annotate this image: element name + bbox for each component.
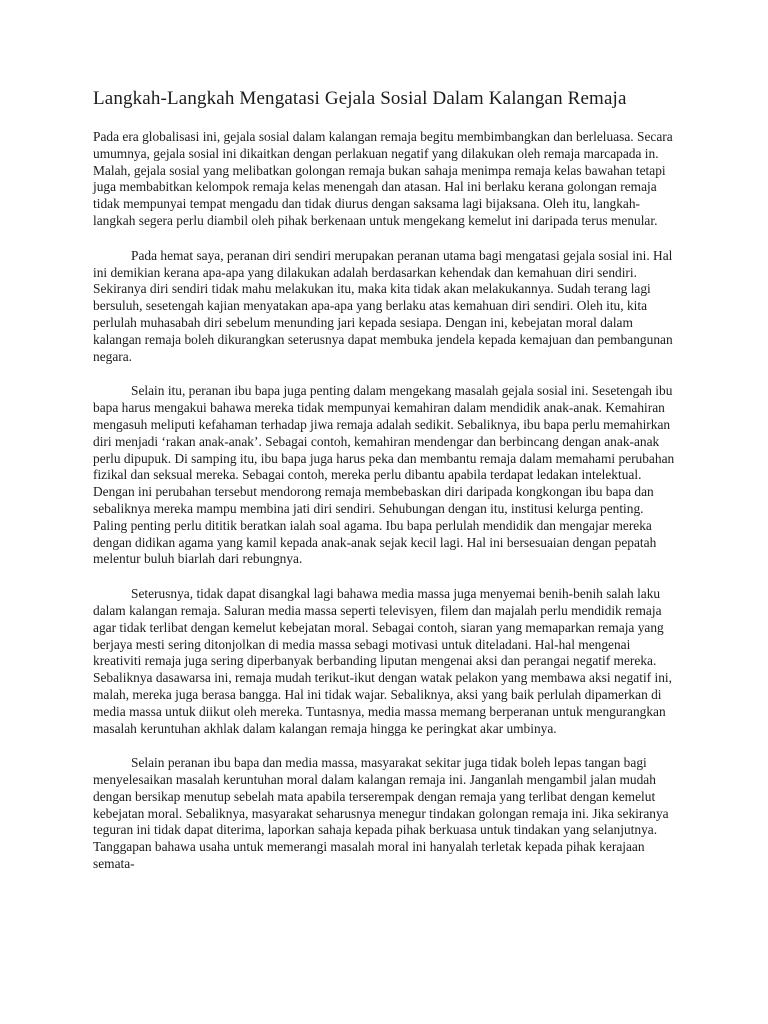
paragraph-society-role: Selain peranan ibu bapa dan media massa, masyarakat sekitar juga tidak boleh lepas tangan bagi menyelesaikan masalah keruntuhan moral dalam kalangan remaja ini. Janganlah mengambil jalan mudah dengan bersikap menutup sebelah mata apabila terserempak dengan remaja yang terlibat dengan kemelut kebejatan moral. Sebaliknya, masyarakat seharusnya menegur tindakan golongan remaja ini. Jika sekiranya teguran ini tidak dapat diterima, laporkan sahaja kepada pihak berkuasa untuk tindakan yang selanjutnya. Tanggapan bahawa usaha untuk memerangi masalah moral ini hanyalah terletak kepada pihak kerajaan semata- [93,755,669,872]
paragraph-parents-role: Selain itu, peranan ibu bapa juga penting dalam mengekang masalah gejala sosial ini. Sesetengah ibu bapa harus mengakui bahawa mereka tidak mempunyai kemahiran dalam mendidik anak-anak. Kemahiran mengasuh meliputi kefahaman terhadap jiwa remaja adalah sedikit. Sebaliknya, ibu bapa perlu memahirkan diri menjadi ‘rakan anak-anak’. Sebagai contoh, kemahiran mendengar dan berbincang dengan anak-anak perlu dipupuk. Di samping itu, ibu bapa juga harus peka dan membantu remaja dalam memahami perubahan fizikal dan seksual mereka. Sebagai contoh, mereka perlu dibantu apabila terdapat ledakan intelektual. Dengan ini perubahan tersebut mendorong remaja membebaskan diri daripada kongkongan ibu bapa dan sebaliknya mereka mampu membina jati diri sendiri. Sehubungan dengan itu, institusi kelurga penting. Paling penting perlu dititik beratkan ialah soal agama. Ibu bapa perlulah mendidik dan mengajar mereka dengan didikan agama yang kamil kepada anak-anak sejak kecil lagi. Hal ini bersesuaian dengan pepatah melentur buluh biarlah dari rebungnya. [93,383,675,567]
paragraph-intro: Pada era globalisasi ini, gejala sosial dalam kalangan remaja begitu membimbangkan dan berleluasa. Secara umumnya, gejala sosial ini dikaitkan dengan perlakuan negatif yang dilakukan oleh remaja marcapada in. Malah, gejala sosial yang melibatkan golongan remaja bukan sahaja menimpa remaja kelas bawahan tetapi juga membabitkan kelompok remaja kelas menengah dan atasan. Hal ini berlaku kerana golongan remaja tidak mempunyai tempat mengadu dan tidak diurus dengan saksama lagi bijaksana. Oleh itu, langkah-langkah segera perlu diambil oleh pihak berkenaan untuk mengekang kemelut ini daripada terus menular. [93,129,673,228]
document-page [93,86,677,891]
paragraph-mass-media: Seterusnya, tidak dapat disangkal lagi bahawa media massa juga menyemai benih-benih salah laku dalam kalangan remaja. Saluran media massa seperti televisyen, filem dan majalah perlu mendidik remaja agar tidak terlibat dengan kemelut kebejatan moral. Sebagai contoh, siaran yang memaparkan remaja yang berjaya mesti sering ditonjolkan di media massa sebagi motivasi untuk diteladani. Hal-hal mengenai kreativiti remaja juga sering diperbanyak berbanding liputan mengenai aksi dan perangai negatif mereka. Sebaliknya dasawarsa ini, remaja mudah terikut-ikut dengan watak pelakon yang membawa aksi negatif ini, malah, mereka juga berasa bangga. Hal ini tidak wajar. Sebaliknya, aksi yang baik perlulah dipamerkan di media massa untuk diikut oleh mereka. Tuntasnya, media massa memang berperanan untuk mengurangkan masalah keruntuhan akhlak dalam kalangan remaja hingga ke peringkat akar umbinya. [93,586,672,736]
document-title: Langkah-Langkah Mengatasi Gejala Sosial Dalam Kalangan Remaja [93,88,627,109]
paragraph-self-role: Pada hemat saya, peranan diri sendiri merupakan peranan utama bagi mengatasi gejala sosial ini. Hal ini demikian kerana apa-apa yang dilakukan adalah berdasarkan kehendak dan kemahuan diri sendiri. Sekiranya diri sendiri tidak mahu melakukan itu, maka kita tidak akan melakukannya. Sudah terang lagi bersuluh, sesetengah kajian menyatakan apa-apa yang berlaku atas kemahuan diri sendiri. Oleh itu, kita perlulah muhasabah diri sebelum menunding jari kepada sesiapa. Dengan ini, kebejatan moral dalam kalangan remaja boleh dikurangkan seterusnya dapat membuka jendela kepada kemajuan dan pembangunan negara. [93,247,673,364]
